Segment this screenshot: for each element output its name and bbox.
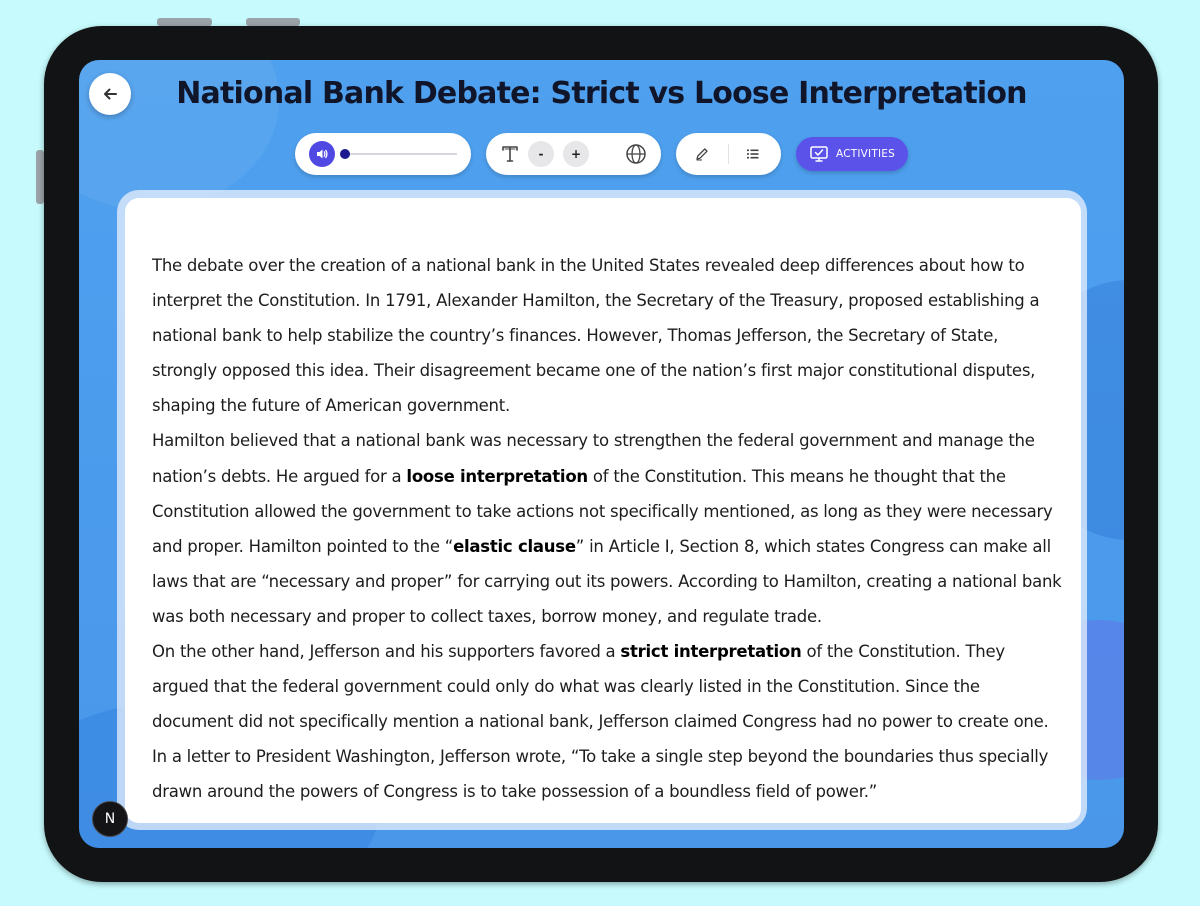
paragraph-text: ” in Article I, Section 8, which states Congress can make all laws that are “necessary and proper” for carrying out its powers. According to Hamilton, creating a national bank was both necessary and proper to collect taxes, borrow money, and regulate trade. [152, 536, 1062, 626]
device-side-button [36, 150, 44, 204]
list-icon [746, 148, 760, 160]
highlight-button[interactable] [693, 145, 711, 163]
study-tools [676, 133, 781, 175]
translate-button[interactable] [624, 143, 648, 165]
text-controls [486, 133, 661, 175]
article-paragraph [152, 634, 1062, 809]
volume-button[interactable] [309, 141, 335, 167]
device-top-button [246, 18, 300, 26]
audio-controls [295, 133, 471, 175]
paragraph-text: On the other hand, Jefferson and his supporters favored a [152, 642, 621, 662]
article-body [152, 248, 1062, 810]
volume-slider-thumb[interactable] [340, 149, 350, 159]
toolbar-divider [728, 144, 729, 164]
outline-button[interactable] [744, 145, 762, 163]
speaker-icon [315, 147, 329, 161]
article-paragraph [152, 423, 1062, 634]
paragraph-text: Hamilton believed that a national bank was necessary to strengthen the federal government and manage the nation’s debts. He argued for a [152, 431, 1035, 486]
app-screen [79, 60, 1124, 848]
article-paragraph [152, 248, 1062, 423]
decrease-font-button[interactable]: - [528, 141, 554, 167]
back-button[interactable] [89, 73, 131, 115]
font-size-button[interactable] [499, 143, 523, 165]
activities-label: ACTIVITIES [836, 148, 895, 160]
key-term: strict interpretation [620, 642, 802, 662]
arrow-left-icon [101, 85, 119, 103]
page-title: National Bank Debate: Strict vs Loose Interpretation [176, 76, 1027, 111]
paragraph-text: The debate over the creation of a national bank in the United States revealed deep differences about how to interpret the Constitution. In 1791, Alexander Hamilton, the Secretary of the Treasury, proposed establishing a national bank to help stabilize the country’s finances. However, Thomas Jefferson, the Secretary of State, strongly opposed this idea. Their disagreement became one of the nation’s first major constitutional disputes, shaping the future of American government. [152, 256, 1040, 416]
paragraph-text: of the Constitution. They argued that the federal government could only do what was clearly listed in the Constitution. Since the document did not specifically mention a national bank, Jefferson claimed Congress had no power to create one. In a letter to President Washington, Jefferson wrote, “To take a single step beyond the boundaries thus specially drawn around the powers of Congress is to take possession of a boundless field of power.” [152, 642, 1049, 802]
paragraph-text: of the Constitution. This means he thought that the Constitution allowed the government to take actions not specifically mentioned, as long as they were necessary and proper. Hamilton pointed to the “ [152, 466, 1053, 556]
device-top-button [157, 18, 212, 26]
key-term: loose interpretation [406, 466, 588, 486]
key-term: elastic clause [453, 536, 576, 556]
increase-font-button[interactable]: + [563, 141, 589, 167]
reading-card[interactable] [125, 198, 1081, 823]
globe-icon [625, 143, 647, 165]
activities-button[interactable] [796, 137, 908, 171]
monitor-icon [809, 145, 829, 163]
volume-slider[interactable] [345, 153, 457, 155]
text-size-icon [500, 144, 522, 164]
n-badge-button[interactable]: N [92, 801, 128, 837]
pen-icon [695, 147, 709, 161]
